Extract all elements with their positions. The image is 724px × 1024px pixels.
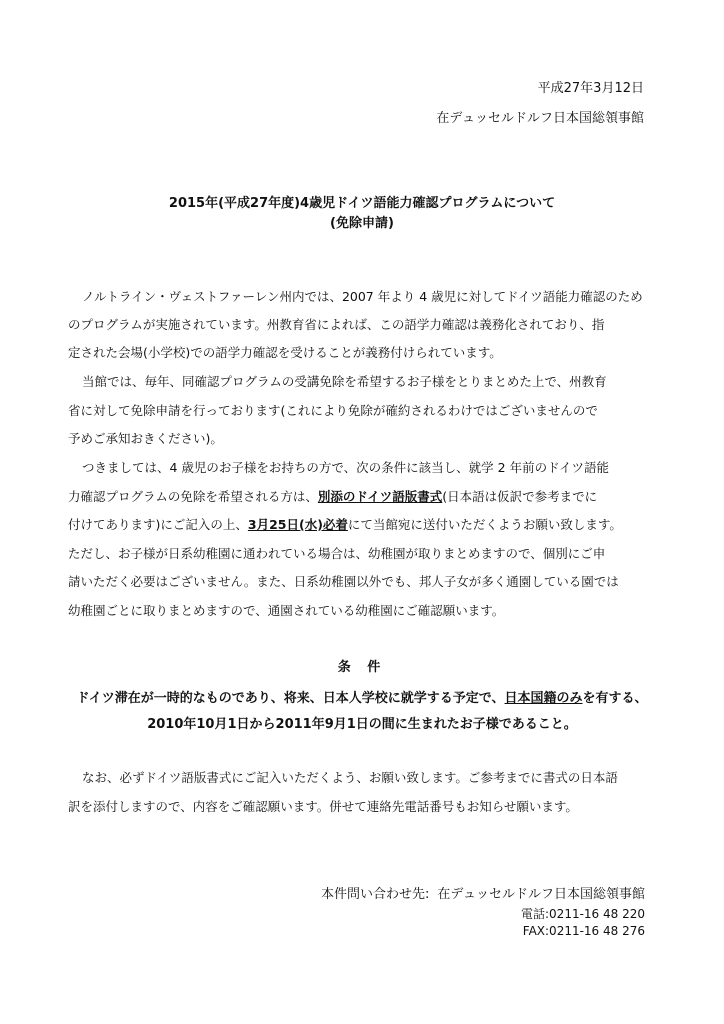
contact-phone: 電話:0211-16 48 220 [521, 907, 645, 921]
conditions-line-1 [0, 687, 724, 706]
conditions-line-2: 2010年10月1日から2011年9月1日の間に生まれたお子様であること。 [147, 717, 577, 732]
body-paragraph-1-line-2: のプログラムが実施されています。州教育省によれば、この語学力確認は義務化されており、指 [68, 317, 605, 332]
note-line-1: なお、必ずドイツ語版書式にご記入いただくよう、お願い致します。ご参考までに書式の日本語 [82, 770, 618, 785]
document-date: 平成27年3月12日 [537, 81, 644, 96]
contact-info [321, 883, 645, 902]
german-form-emphasis: 別添のドイツ語版書式 [317, 489, 443, 504]
text-segment: を有する、 [582, 691, 648, 706]
body-paragraph-3-line-5: 請いただく必要はございません。また、日系幼稚園以外でも、邦人子女が多く通園している園では [68, 574, 619, 589]
body-paragraph-3-line-6: 幼稚園ごとに取りまとめますので、通園されている幼稚園にご確認願います。 [68, 603, 505, 618]
body-paragraph-3-line-3 [68, 515, 622, 533]
note-line-2: 訳を添付しますので、内容をご確認願います。併せて連絡先電話番号もお知らせ願います。 [68, 799, 578, 814]
deadline-emphasis: 3月25日(水)必着 [247, 517, 348, 532]
document-title: 2015年(平成27年度)4歳児ドイツ語能力確認プログラムについて [168, 196, 556, 211]
body-paragraph-1-line-1: ノルトライン・ヴェストファーレン州内では、2007 年より 4 歳児に対してドイツ語能力確認のため [82, 289, 643, 304]
contact-label: 本件問い合わせ先: [320, 887, 430, 902]
issuer-name: 在デュッセルドルフ日本国総領事館 [436, 111, 644, 126]
text-segment: 力確認プログラムの免除を希望される方は、 [68, 489, 318, 504]
body-paragraph-2-line-1: 当館では、毎年、同確認プログラムの受講免除を希望するお子様をとりまとめた上で、州教育 [82, 374, 607, 389]
body-paragraph-2-line-2: 省に対して免除申請を行っております(これにより免除が確約されるわけではございませんので [68, 403, 598, 418]
document-subtitle: (免除申請) [330, 216, 394, 231]
text-segment: 付けてあります)にご記入の上、 [68, 517, 248, 532]
text-segment: にて当館宛に送付いただくようお願い致します。 [347, 517, 622, 532]
text-segment: (日本語は仮訳で参考までに [442, 489, 598, 504]
contact-fax: FAX:0211-16 48 276 [522, 924, 645, 938]
conditions-heading: 条 件 [337, 660, 387, 675]
contact-org: 在デュッセルドルフ日本国総領事館 [437, 887, 645, 902]
nationality-emphasis: 日本国籍のみ [504, 691, 583, 706]
body-paragraph-3-line-1: つきましては、4 歳児のお子様をお持ちの方で、次の条件に該当し、就学 2 年前のドイツ語能 [82, 460, 609, 475]
body-paragraph-3-line-4: ただし、お子様が日系幼稚園に通われている場合は、幼稚園が取りまとめますので、個別にご申 [68, 546, 606, 561]
body-paragraph-2-line-3: 予めご承知おきください)。 [68, 431, 223, 446]
body-paragraph-1-line-3: 定された会場(小学校)での語学力確認を受けることが義務付けられています。 [68, 345, 502, 360]
text-segment: ドイツ滞在が一時的なものであり、将来、日本人学校に就学する予定で、 [76, 691, 505, 706]
body-paragraph-3-line-2 [68, 487, 597, 505]
